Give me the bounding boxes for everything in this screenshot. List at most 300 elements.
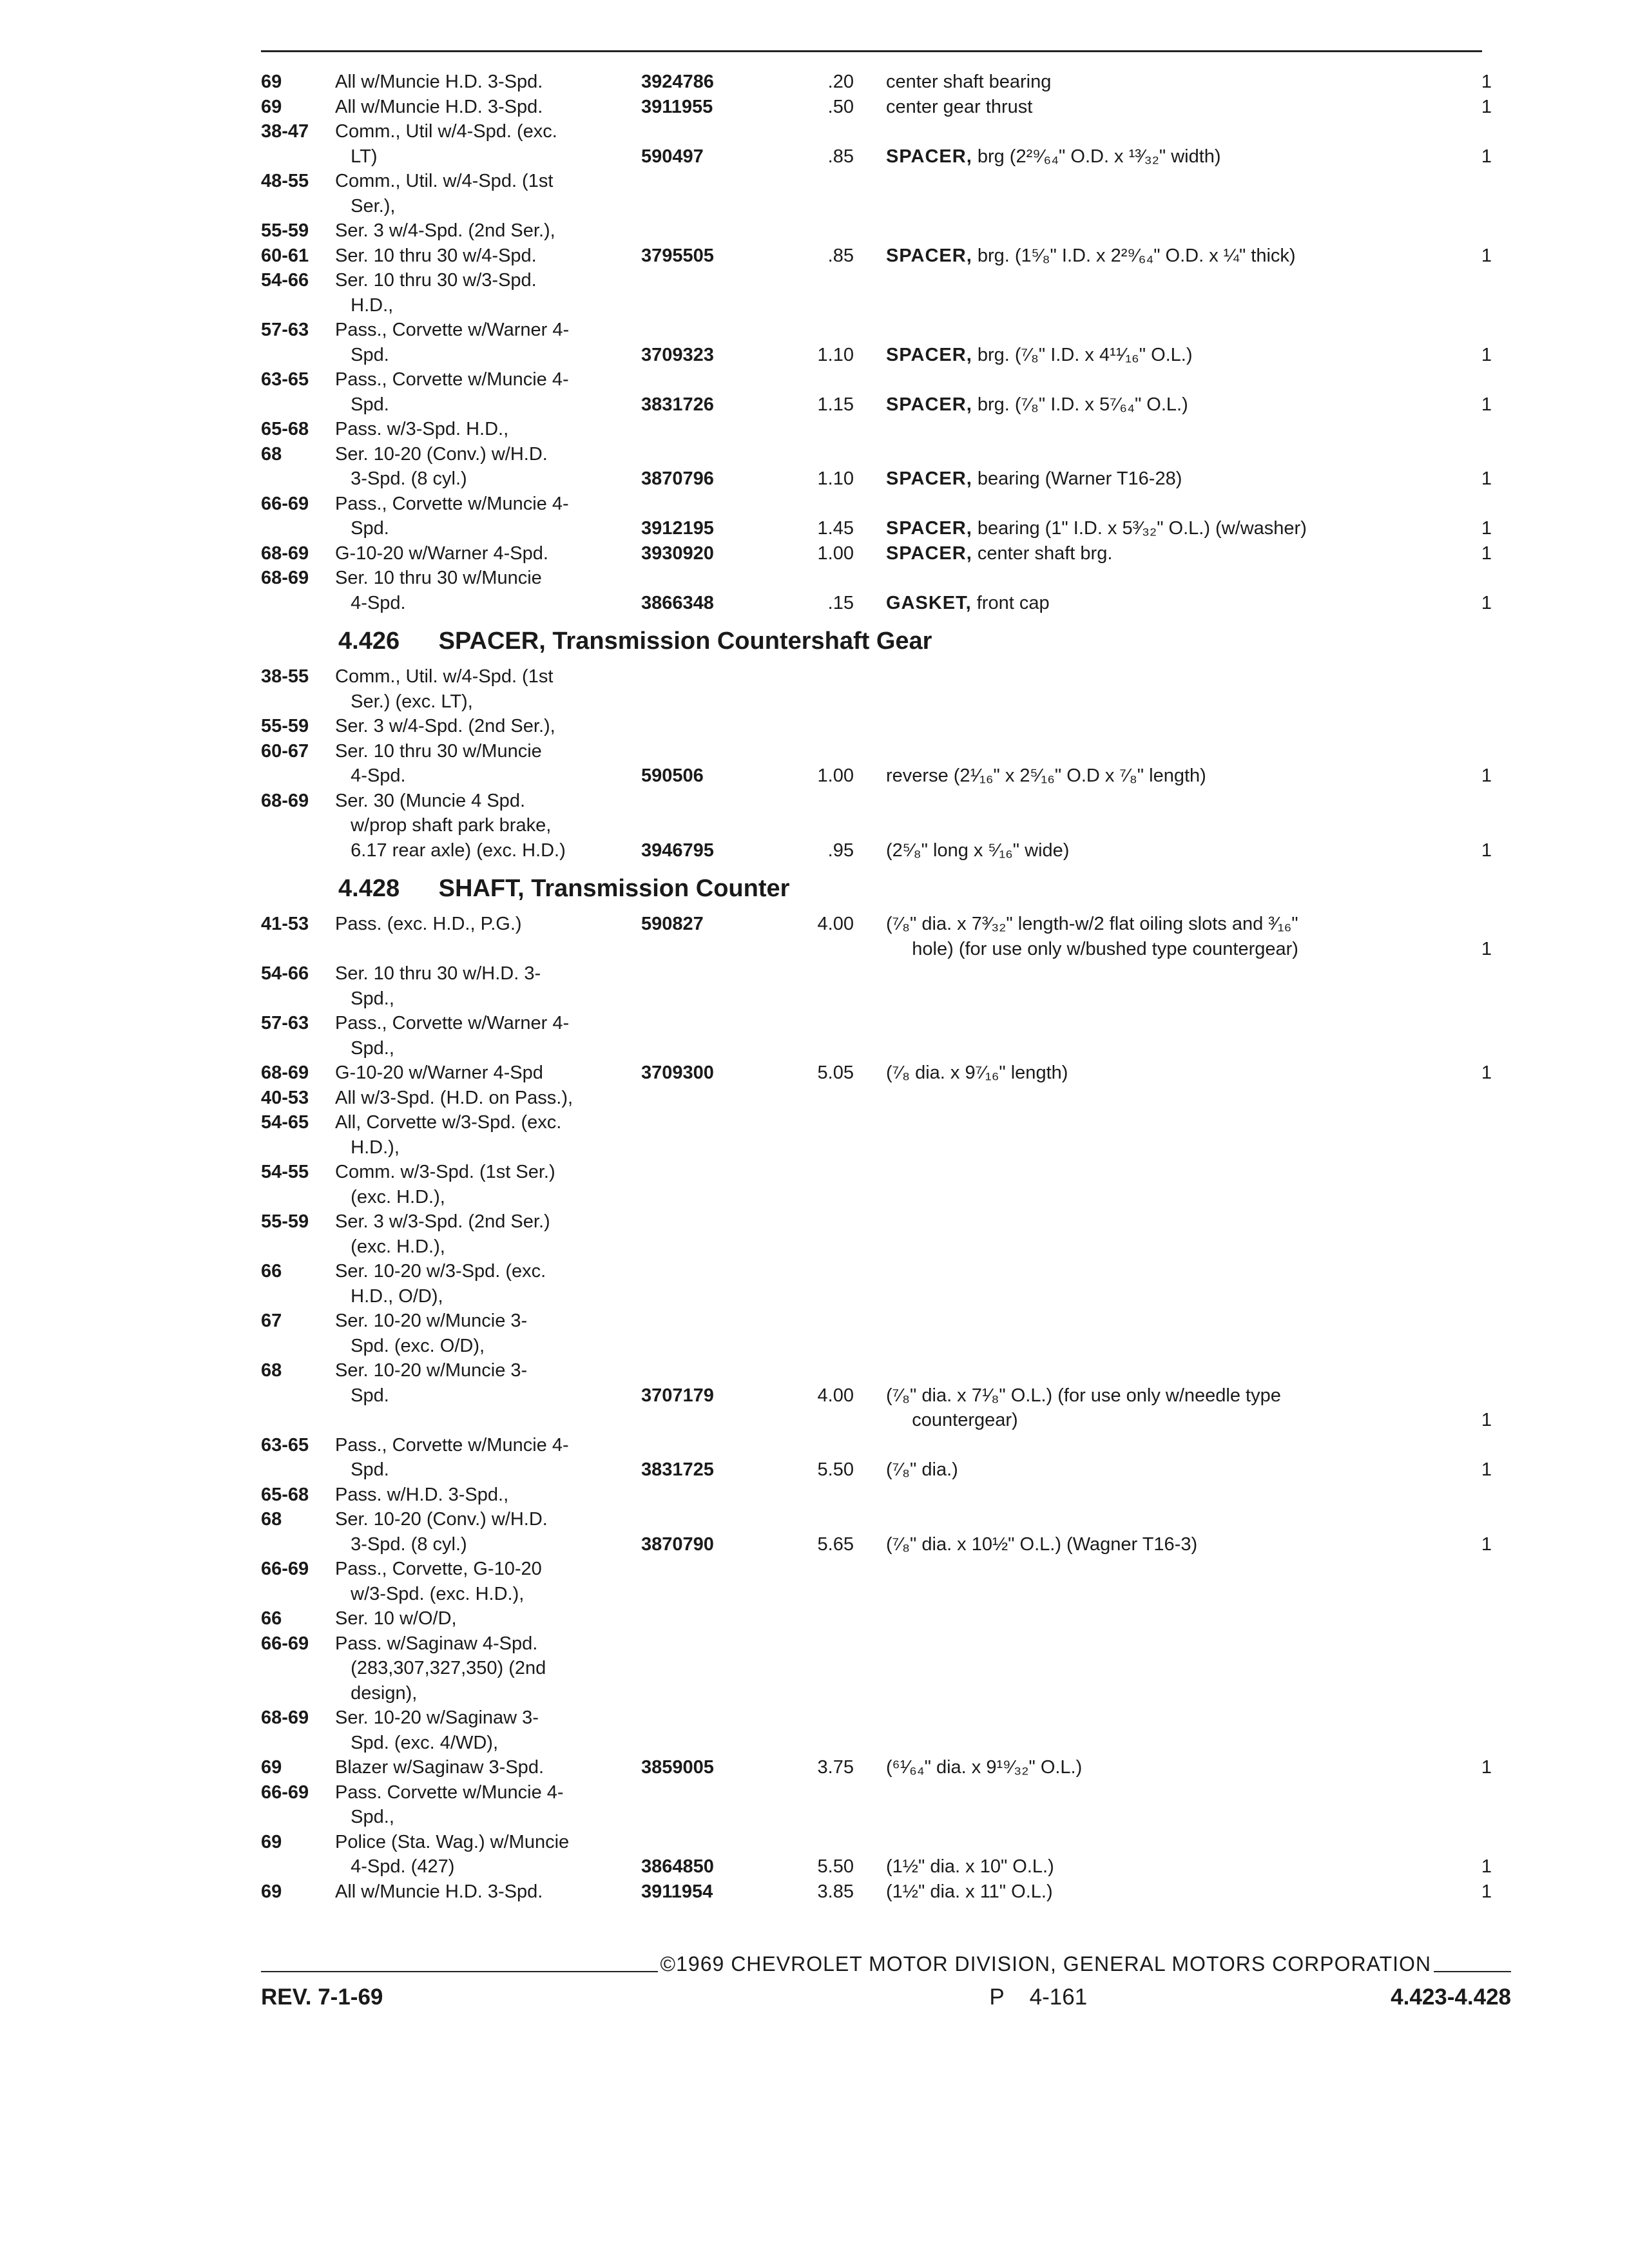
description	[873, 1606, 1437, 1631]
model-years: 68-69	[261, 790, 309, 811]
model-years: 48-55	[261, 171, 309, 191]
model-years	[261, 1284, 335, 1309]
price	[757, 1433, 873, 1458]
model-years	[261, 1731, 335, 1756]
description	[873, 961, 1437, 986]
part-number	[635, 169, 757, 194]
quantity	[1437, 1383, 1511, 1408]
application: 3-Spd. (8 cyl.)	[335, 468, 467, 489]
part-number	[635, 268, 757, 293]
description-text: countergear)	[886, 1410, 1018, 1430]
price: 5.50	[817, 1856, 854, 1877]
description	[873, 70, 1437, 95]
price	[757, 1309, 873, 1334]
part-number: 3924786	[641, 72, 714, 92]
description	[873, 1358, 1437, 1383]
model-years	[261, 1235, 335, 1260]
description	[873, 838, 1437, 863]
price: 1.00	[817, 765, 854, 786]
model-years: 68	[261, 443, 282, 465]
model-years: 65-68	[261, 1484, 309, 1505]
description-text: (2⁵⁄₈" long x ⁵⁄₁₆" wide)	[886, 840, 1070, 861]
application: Comm. w/3-Spd. (1st Ser.)	[335, 1162, 555, 1182]
model-years	[261, 1036, 335, 1061]
model-years	[261, 1185, 335, 1210]
description	[873, 1805, 1437, 1830]
part-number: 3864850	[641, 1856, 714, 1877]
application: Pass. w/3-Spd. H.D.,	[335, 419, 509, 439]
parts-listing	[261, 70, 1511, 1904]
application: Ser. 10-20 w/Muncie 3-	[335, 1311, 528, 1331]
description	[873, 318, 1437, 343]
model-years: 68-69	[261, 1062, 309, 1083]
price	[757, 1110, 873, 1135]
quantity	[1437, 1731, 1511, 1756]
description	[873, 1706, 1437, 1731]
application: Comm., Util w/4-Spd. (exc.	[335, 121, 557, 142]
application: Pass. (exc. H.D., P.G.)	[335, 914, 522, 934]
table-row	[261, 937, 1511, 962]
part-number: 3859005	[641, 1757, 714, 1778]
price: .15	[827, 592, 854, 613]
table-row	[261, 343, 1511, 368]
price	[757, 1408, 873, 1433]
description-text: center gear thrust	[886, 96, 1033, 117]
description	[873, 937, 1437, 962]
part-number	[635, 1681, 757, 1706]
part-number	[635, 442, 757, 467]
table-row	[261, 1358, 1511, 1383]
application: H.D., O/D),	[335, 1285, 443, 1307]
application: Pass. w/Saginaw 4-Spd.	[335, 1633, 538, 1654]
description	[873, 1284, 1437, 1309]
quantity: 1	[1481, 840, 1492, 861]
quantity	[1437, 566, 1511, 591]
description	[873, 194, 1437, 219]
description	[873, 268, 1437, 293]
quantity	[1437, 1036, 1511, 1061]
table-row	[261, 986, 1511, 1012]
model-years: 57-63	[261, 1013, 309, 1033]
table-row	[261, 1582, 1511, 1607]
table-row	[261, 1185, 1511, 1210]
table-row	[261, 1209, 1511, 1235]
description	[873, 442, 1437, 467]
quantity	[1437, 912, 1511, 937]
application: (exc. H.D.),	[335, 1186, 445, 1207]
description	[873, 244, 1437, 269]
quantity: 1	[1481, 518, 1492, 539]
revision-date: REV. 7-1-69	[261, 1984, 383, 2010]
description	[873, 1185, 1437, 1210]
model-years: 69	[261, 96, 282, 117]
description	[873, 714, 1437, 739]
description	[873, 169, 1437, 194]
table-row	[261, 1780, 1511, 1805]
table-row	[261, 1433, 1511, 1458]
application: w/3-Spd. (exc. H.D.),	[335, 1583, 525, 1604]
price	[757, 1358, 873, 1383]
price: .85	[827, 146, 854, 167]
application: (283,307,327,350) (2nd	[335, 1658, 546, 1678]
quantity	[1437, 1681, 1511, 1706]
price	[757, 1557, 873, 1582]
table-row	[261, 1334, 1511, 1359]
description	[873, 789, 1437, 814]
description	[873, 813, 1437, 838]
application: All w/Muncie H.D. 3-Spd.	[335, 1881, 543, 1902]
quantity	[1437, 1135, 1511, 1160]
quantity	[1437, 1557, 1511, 1582]
quantity	[1437, 813, 1511, 838]
application: 4-Spd.	[335, 765, 406, 786]
description	[873, 1557, 1437, 1582]
part-number	[635, 1606, 757, 1631]
price: 5.05	[817, 1062, 854, 1083]
application: Police (Sta. Wag.) w/Muncie	[335, 1831, 570, 1852]
table-row	[261, 293, 1511, 318]
quantity	[1437, 318, 1511, 343]
quantity	[1437, 1185, 1511, 1210]
price	[757, 1135, 873, 1160]
quantity	[1437, 1259, 1511, 1284]
quantity: 1	[1481, 1757, 1492, 1778]
table-row	[261, 1160, 1511, 1185]
quantity	[1437, 492, 1511, 517]
description	[873, 293, 1437, 318]
price: 4.00	[817, 1385, 854, 1406]
application: Pass., Corvette w/Warner 4-	[335, 320, 570, 340]
quantity: 1	[1481, 146, 1492, 167]
application: Ser. 10-20 w/3-Spd. (exc.	[335, 1261, 546, 1282]
application: Spd.	[335, 1459, 389, 1480]
description-text: front cap	[976, 592, 1050, 613]
table-row	[261, 1383, 1511, 1408]
quantity: 1	[1481, 72, 1492, 92]
item-name: SPACER,	[886, 394, 972, 415]
model-years: 54-66	[261, 963, 309, 984]
parts-block-4-423	[261, 70, 1511, 615]
item-name: GASKET,	[886, 592, 972, 613]
application: Spd.	[335, 518, 389, 539]
quantity	[1437, 664, 1511, 689]
description	[873, 1681, 1437, 1706]
table-row	[261, 1755, 1511, 1780]
section-title: SPACER, Transmission Countershaft Gear	[438, 628, 932, 655]
model-years	[261, 343, 335, 368]
description-text: hole) (for use only w/bushed type countergear)	[886, 938, 1298, 959]
price	[757, 1036, 873, 1061]
part-number	[635, 689, 757, 715]
part-number: 3831726	[641, 394, 714, 415]
part-number: 3946795	[641, 840, 714, 861]
price	[757, 1780, 873, 1805]
quantity	[1437, 689, 1511, 715]
price	[757, 1681, 873, 1706]
model-years	[261, 1383, 335, 1408]
description-text: brg. (1⁵⁄₈" I.D. x 2²⁹⁄₆₄" O.D. x ¼" thick)	[977, 245, 1296, 266]
table-row	[261, 1631, 1511, 1657]
application: Pass. w/H.D. 3-Spd.,	[335, 1484, 509, 1505]
description	[873, 218, 1437, 244]
part-number: 590497	[641, 146, 704, 167]
quantity	[1437, 1235, 1511, 1260]
table-row	[261, 714, 1511, 739]
application: Ser. 10-20 w/Saginaw 3-	[335, 1707, 539, 1728]
quantity	[1437, 1209, 1511, 1235]
price	[757, 566, 873, 591]
quantity	[1437, 169, 1511, 194]
description-text: (⁶¹⁄₆₄" dia. x 9¹⁹⁄₃₂" O.L.)	[886, 1757, 1083, 1778]
quantity	[1437, 1086, 1511, 1111]
table-row	[261, 689, 1511, 715]
application: Ser. 3 w/4-Spd. (2nd Ser.),	[335, 220, 555, 241]
table-row	[261, 1731, 1511, 1756]
price: .20	[827, 72, 854, 92]
price	[757, 1656, 873, 1681]
page-prefix: P	[989, 1984, 1005, 2010]
quantity: 1	[1481, 1881, 1492, 1902]
description	[873, 1830, 1437, 1855]
part-number: 3709323	[641, 344, 714, 365]
part-number	[635, 714, 757, 739]
model-years	[261, 1135, 335, 1160]
price	[757, 813, 873, 838]
item-name: SPACER,	[886, 146, 972, 167]
model-years	[261, 838, 335, 863]
section-title: SHAFT, Transmission Counter	[438, 875, 790, 902]
part-number	[635, 1830, 757, 1855]
part-number	[635, 664, 757, 689]
model-years: 68-69	[261, 568, 309, 588]
part-number	[635, 119, 757, 144]
model-years	[261, 764, 335, 789]
description-text: (⁷⁄₈" dia. x 7¹⁄₈" O.L.) (for use only w/needle type	[886, 1385, 1281, 1406]
table-row	[261, 664, 1511, 689]
part-number: 3870790	[641, 1533, 714, 1555]
part-number	[635, 1284, 757, 1309]
part-number: 3912195	[641, 518, 714, 539]
quantity: 1	[1481, 1533, 1492, 1555]
description	[873, 1309, 1437, 1334]
quantity	[1437, 218, 1511, 244]
quantity	[1437, 1656, 1511, 1681]
part-number	[635, 789, 757, 814]
part-number	[635, 937, 757, 962]
model-years: 54-66	[261, 270, 309, 291]
quantity	[1437, 961, 1511, 986]
quantity	[1437, 986, 1511, 1012]
part-number: 3795505	[641, 245, 714, 266]
application: 3-Spd. (8 cyl.)	[335, 1533, 467, 1555]
model-years: 66-69	[261, 1559, 309, 1579]
table-row	[261, 194, 1511, 219]
application: Ser.),	[335, 195, 396, 216]
part-number	[635, 1135, 757, 1160]
quantity: 1	[1481, 1062, 1492, 1083]
application: 4-Spd. (427)	[335, 1856, 455, 1877]
quantity: 1	[1481, 468, 1492, 489]
price	[757, 986, 873, 1012]
model-years: 69	[261, 1881, 282, 1902]
table-row	[261, 1284, 1511, 1309]
description	[873, 392, 1437, 418]
description	[873, 1011, 1437, 1036]
model-years: 55-59	[261, 716, 309, 736]
application: H.D.),	[335, 1137, 400, 1158]
table-row	[261, 1805, 1511, 1830]
price	[757, 1483, 873, 1508]
quantity	[1437, 367, 1511, 392]
model-years	[261, 591, 335, 616]
price	[757, 1086, 873, 1111]
price	[757, 1235, 873, 1260]
part-number	[635, 1631, 757, 1657]
price: 3.75	[817, 1757, 854, 1778]
part-number	[635, 1706, 757, 1731]
model-years: 68	[261, 1360, 282, 1381]
part-number	[635, 1805, 757, 1830]
quantity: 1	[1481, 592, 1492, 613]
description	[873, 1135, 1437, 1160]
quantity	[1437, 1483, 1511, 1508]
footer-rule-right	[1434, 1971, 1511, 1972]
table-row	[261, 838, 1511, 863]
model-years	[261, 1408, 335, 1433]
table-row	[261, 1011, 1511, 1036]
table-row	[261, 1408, 1511, 1433]
quantity: 1	[1481, 1856, 1492, 1877]
quantity: 1	[1481, 394, 1492, 415]
price	[757, 169, 873, 194]
part-number: 3866348	[641, 592, 714, 613]
description-text: (1½" dia. x 11" O.L.)	[886, 1881, 1053, 1902]
table-row	[261, 218, 1511, 244]
price: 1.15	[817, 394, 854, 415]
application: Pass., Corvette, G-10-20	[335, 1559, 542, 1579]
model-years	[261, 466, 335, 492]
description-text: (⁷⁄₈ dia. x 9⁷⁄₁₆" length)	[886, 1062, 1068, 1083]
price: 5.65	[817, 1533, 854, 1555]
model-years: 68-69	[261, 543, 309, 564]
model-years	[261, 813, 335, 838]
part-number	[635, 1334, 757, 1359]
price	[757, 318, 873, 343]
quantity	[1437, 1606, 1511, 1631]
application: Spd. (exc. 4/WD),	[335, 1732, 498, 1753]
price	[757, 1731, 873, 1756]
description	[873, 466, 1437, 492]
model-years	[261, 937, 335, 962]
part-number	[635, 1780, 757, 1805]
part-number	[635, 1483, 757, 1508]
table-row	[261, 813, 1511, 838]
part-number	[635, 194, 757, 219]
application: Ser. 10 thru 30 w/Muncie	[335, 740, 542, 762]
model-years: 66-69	[261, 1633, 309, 1654]
description	[873, 1483, 1437, 1508]
table-row	[261, 367, 1511, 392]
description	[873, 1086, 1437, 1111]
table-row	[261, 119, 1511, 144]
price	[757, 1706, 873, 1731]
part-number	[635, 1408, 757, 1433]
part-number	[635, 1731, 757, 1756]
description	[873, 95, 1437, 120]
application: Spd.,	[335, 1807, 394, 1827]
item-name: SPACER,	[886, 543, 972, 564]
part-number	[635, 739, 757, 764]
application: G-10-20 w/Warner 4-Spd.	[335, 543, 548, 564]
section-heading-4-428	[261, 874, 1511, 903]
quantity: 1	[1481, 1459, 1492, 1480]
description-text: (⁷⁄₈" dia. x 10½" O.L.) (Wagner T16-3)	[886, 1533, 1198, 1555]
price	[757, 1582, 873, 1607]
application: All w/Muncie H.D. 3-Spd.	[335, 72, 543, 92]
description-text: bearing (1" I.D. x 5³⁄₃₂" O.L.) (w/washer)	[977, 518, 1307, 539]
model-years: 66-69	[261, 1782, 309, 1803]
model-years	[261, 1656, 335, 1681]
model-years: 68	[261, 1509, 282, 1530]
table-row	[261, 1309, 1511, 1334]
description-text: brg. (⁷⁄₈" I.D. x 5⁷⁄₆₄" O.L.)	[977, 394, 1188, 415]
model-years	[261, 293, 335, 318]
part-number	[635, 1160, 757, 1185]
application: Ser. 3 w/3-Spd. (2nd Ser.)	[335, 1211, 550, 1232]
model-years: 67	[261, 1311, 282, 1331]
application: Ser. 10 thru 30 w/Muncie	[335, 568, 542, 588]
price	[757, 194, 873, 219]
application: Ser. 10 thru 30 w/4-Spd.	[335, 245, 537, 266]
part-number	[635, 1557, 757, 1582]
description	[873, 764, 1437, 789]
application: Spd. (exc. O/D),	[335, 1335, 485, 1356]
part-number	[635, 1110, 757, 1135]
description	[873, 1457, 1437, 1483]
section-heading-4-426	[261, 627, 1511, 655]
model-years	[261, 1854, 335, 1879]
quantity	[1437, 1582, 1511, 1607]
application: Comm., Util. w/4-Spd. (1st	[335, 666, 554, 687]
quantity	[1437, 119, 1511, 144]
quantity	[1437, 417, 1511, 442]
description	[873, 1160, 1437, 1185]
table-row	[261, 961, 1511, 986]
table-row	[261, 1235, 1511, 1260]
description	[873, 739, 1437, 764]
quantity: 1	[1481, 938, 1492, 959]
part-number	[635, 1656, 757, 1681]
part-number	[635, 293, 757, 318]
price	[757, 689, 873, 715]
description	[873, 516, 1437, 541]
table-row	[261, 95, 1511, 120]
price	[757, 664, 873, 689]
table-row	[261, 1557, 1511, 1582]
description	[873, 1780, 1437, 1805]
price	[757, 1284, 873, 1309]
quantity	[1437, 293, 1511, 318]
part-number: 3709300	[641, 1062, 714, 1083]
model-years: 54-55	[261, 1162, 309, 1182]
part-number	[635, 1309, 757, 1334]
table-row	[261, 1706, 1511, 1731]
description-text: bearing (Warner T16-28)	[977, 468, 1182, 489]
application: (exc. H.D.),	[335, 1236, 445, 1257]
application: Pass. Corvette w/Muncie 4-	[335, 1782, 564, 1803]
model-years	[261, 1582, 335, 1607]
part-number: 3911954	[641, 1881, 713, 1902]
